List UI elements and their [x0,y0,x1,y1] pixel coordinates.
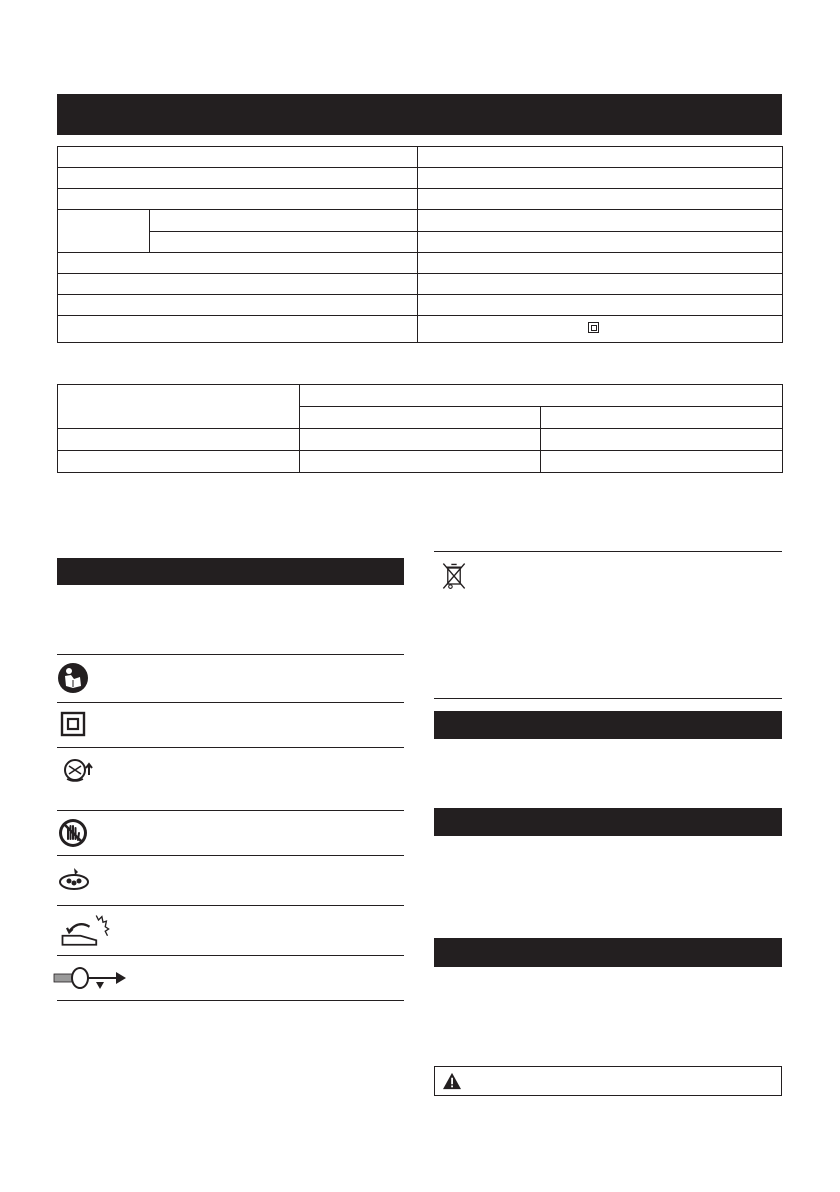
spec-row [58,274,783,295]
table-cell [58,451,300,473]
spec-group-label [58,210,150,253]
symbol-divider [57,955,404,956]
spec-label [58,316,418,343]
spec-value [418,295,783,316]
table-cell [58,429,300,451]
spec-label [58,253,418,274]
spec-label [58,295,418,316]
spec-label [58,274,418,295]
spec-value [418,253,783,274]
spec-value [418,168,783,189]
symbol-divider [57,1000,404,1001]
spec-row [58,253,783,274]
disposal-bottom-rule [434,698,782,699]
table-cell [300,451,541,473]
symbol-divider [57,855,404,856]
table-row [58,429,783,451]
spec-row [58,210,783,232]
cutting-capacity-table [57,384,783,473]
section-header [434,808,782,836]
symbols-section-header [57,558,404,585]
spec-label [58,189,418,210]
spec-value [418,147,783,168]
symbol-divider [57,747,404,748]
spec-label [58,147,418,168]
table-header-cell [300,407,541,429]
double-square-icon [588,322,599,333]
table-header-cell [300,385,783,407]
warning-triangle-icon [442,1072,462,1090]
table-row [58,385,783,407]
disposal-top-rule [434,551,782,552]
spec-value [418,316,783,343]
raise-blade-guard-icon [57,755,97,787]
spec-value [418,231,783,253]
bolt-pull-icon [52,962,132,994]
spec-row [58,295,783,316]
symbol-divider [57,702,404,703]
symbol-divider [57,810,404,811]
section-header [434,711,782,739]
spec-label [150,231,418,253]
read-manual-icon [57,662,89,694]
no-hands-icon [57,817,89,849]
table-row [58,451,783,473]
section-header [434,938,782,967]
specifications-table [57,146,783,343]
spec-label [58,168,418,189]
double-insulation-icon [57,708,89,740]
spec-row [58,231,783,253]
table-cell [541,429,783,451]
warning-box [434,1066,782,1096]
blade-flange-icon [57,862,93,894]
crossed-bin-icon [439,560,469,592]
spec-row [58,316,783,343]
spec-value [418,210,783,232]
kickback-icon [57,911,113,947]
table-cell [541,451,783,473]
symbol-divider [57,654,404,655]
specifications-header-bar [57,94,782,135]
spec-value [418,274,783,295]
spec-value [418,189,783,210]
symbol-divider [57,905,404,906]
spec-row [58,147,783,168]
table-cell [300,429,541,451]
table-header-cell [58,385,300,429]
table-header-cell [541,407,783,429]
spec-label [150,210,418,232]
spec-row [58,168,783,189]
spec-row [58,189,783,210]
